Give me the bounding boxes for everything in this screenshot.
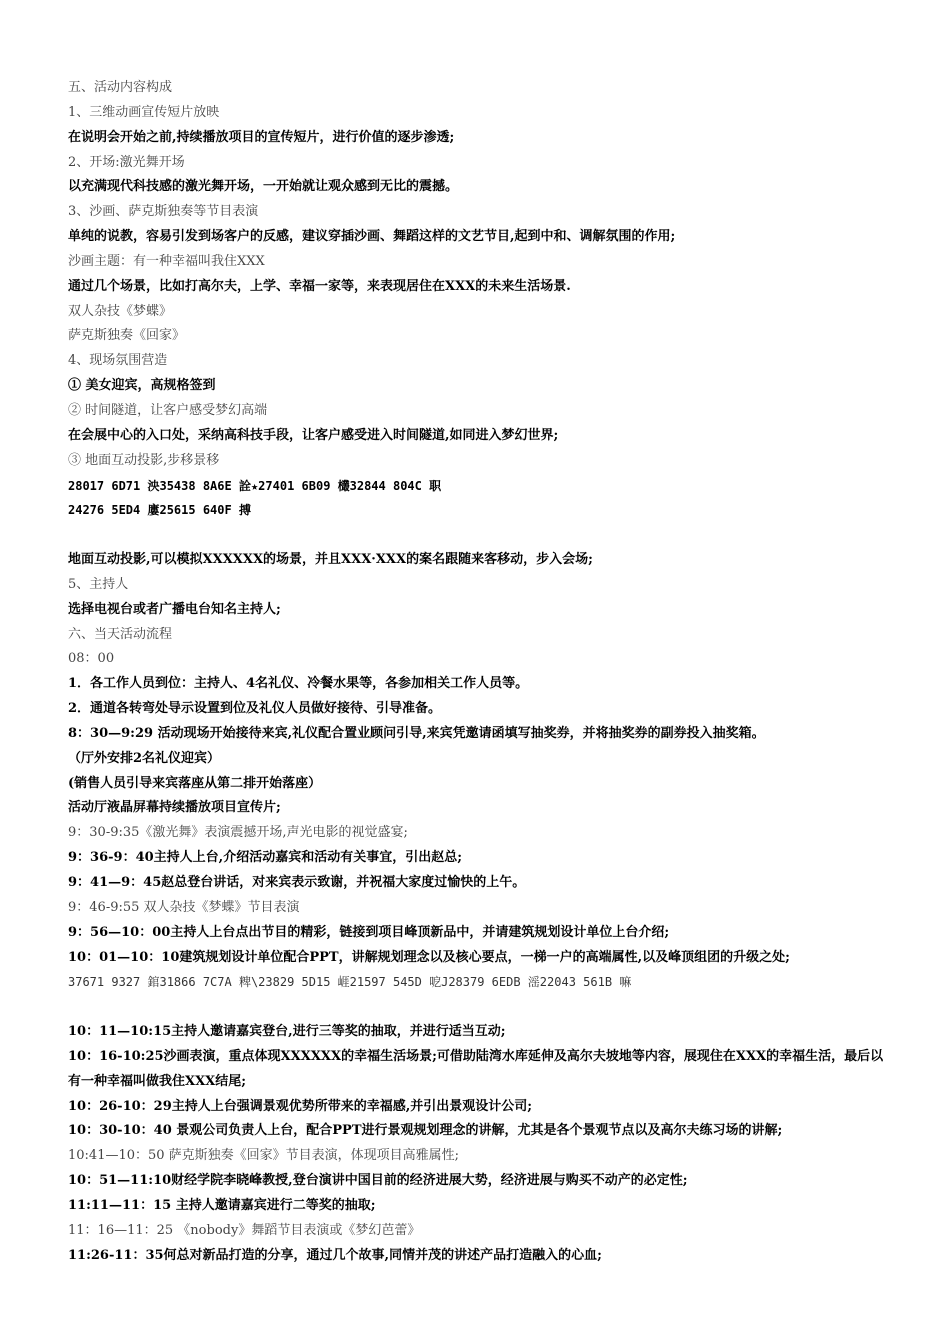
text-line: 08：00 <box>68 651 115 667</box>
text-line: 9：46-9:55 双人杂技《梦蝶》节目表演 <box>68 899 300 915</box>
text-line: 9：36-9：40主持人上台,介绍活动嘉宾和活动有关事宜，引出赵总; <box>68 850 462 866</box>
text-line: 六、当天活动流程 <box>68 626 173 642</box>
code-line: 28017 6D71 泱35438 8A6E 詮★27401 6B09 欉32844 804C 职 <box>68 478 442 493</box>
text-line: 单纯的说教，容易引发到场客户的反感，建议穿插沙画、舞蹈这样的文艺节目,起到中和、调解氛围的作用; <box>68 229 676 245</box>
text-line: ② 时间隧道，让客户感受梦幻高端 <box>68 402 268 418</box>
text-line: 4、现场氛围营造 <box>68 353 168 369</box>
blank-line <box>68 523 888 548</box>
text-line: 10：01—10：10建筑规划设计单位配合PPT，讲解规划理念以及核心要点，一梯一户的高端属性,以及峰顶组团的升级之处; <box>68 949 790 965</box>
text-line: 10:41—10：50 萨克斯独奏《回家》节目表演，体现项目高雅属性; <box>68 1148 460 1164</box>
code-line: 24276 5ED4 廔25615 640F 搏 <box>68 503 251 518</box>
text-line: （厅外安排2名礼仪迎宾） <box>68 750 221 766</box>
text-line: 10：51—11:10财经学院李晓峰教授,登台演讲中国目前的经济进展大势，经济进展与购买不动产的必定性; <box>68 1173 688 1189</box>
text-line: 双人杂技《梦蝶》 <box>68 303 173 319</box>
text-line: 8：30—9:29 活动现场开始接待来宾,礼仪配合置业顾问引导,来宾凭邀请函填写抽奖券，并将抽奖券的副券投入抽奖箱。 <box>68 725 765 741</box>
text-line: 9：41—9：45赵总登台讲话，对来宾表示致谢，并祝福大家度过愉快的上午。 <box>68 875 526 890</box>
text-line: 萨克斯独奏《回家》 <box>68 328 186 344</box>
document-page <box>68 76 888 1269</box>
text-line: 以充满现代科技感的激光舞开场，一开始就让观众感到无比的震撼。 <box>68 179 459 195</box>
text-line: 选择电视台或者广播电台知名主持人; <box>68 601 281 617</box>
text-line: 通过几个场景，比如打高尔夫，上学、幸福一家等，来表现居住在XXX的未来生活场景. <box>68 278 571 294</box>
text-line: 2．通道各转弯处导示设置到位及礼仪人员做好接待、引导准备。 <box>68 701 442 717</box>
text-line: 10：16-10:25沙画表演，重点体现XXXXXX的幸福生活场景;可借助陆湾水库延伸及高尔夫坡地等内容，展现住在XXX的幸福生活，最后以有一种幸福叫做我住XXX结尾; <box>68 1048 884 1089</box>
text-line: 在会展中心的入口处，采纳高科技手段，让客户感受进入时间隧道,如同进入梦幻世界; <box>68 427 559 443</box>
text-line: 9：56—10：00主持人上台点出节目的精彩，链接到项目峰顶新品中，并请建筑规划设计单位上台介绍; <box>68 924 670 940</box>
text-line: 10：11—10:15主持人邀请嘉宾登台,进行三等奖的抽取，并进行适当互动; <box>68 1024 506 1040</box>
text-line: ③ 地面互动投影,步移景移 <box>68 452 220 468</box>
text-line: 在说明会开始之前,持续播放项目的宣传短片，进行价值的逐步渗透; <box>68 129 455 145</box>
text-line: 3、沙画、萨克斯独奏等节目表演 <box>68 204 259 220</box>
text-line: 2、开场:激光舞开场 <box>68 154 185 170</box>
code-line: 37671 9327 錧31866 7C7A 粺\23829 5D15 崕21597 545D 呝J28379 6EDB 滛22043 561B 嘛 <box>68 975 632 990</box>
text-line: 10：30-10：40 景观公司负责人上台，配合PPT进行景观规划理念的讲解，尤其是各个景观节点以及高尔夫练习场的讲解; <box>68 1123 783 1139</box>
text-line: 沙画主题：有一种幸福叫我住XXX <box>68 253 265 269</box>
text-line: 5、主持人 <box>68 576 129 592</box>
text-line: 1．各工作人员到位：主持人、4名礼仪、冷餐水果等，各参加相关工作人员等。 <box>68 676 529 692</box>
text-line: 活动厅液晶屏幕持续播放项目宣传片; <box>68 800 281 816</box>
text-line: 五、活动内容构成 <box>68 80 173 95</box>
blank-line <box>68 995 888 1020</box>
text-line: 11:11—11：15 主持人邀请嘉宾进行二等奖的抽取; <box>68 1197 376 1213</box>
text-line: 9：30-9:35《激光舞》表演震撼开场,声光电影的视觉盛宴; <box>68 825 408 841</box>
text-line: 1、三维动画宣传短片放映 <box>68 104 220 120</box>
text-line: 地面互动投影,可以模拟XXXXXX的场景，并且XXX·XXX的案名跟随来客移动，步入会场; <box>68 552 593 568</box>
text-line: 11：16—11：25 《nobody》舞蹈节目表演或《梦幻芭蕾》 <box>68 1222 421 1238</box>
text-line: 10：26-10：29主持人上台强调景观优势所带来的幸福感,并引出景观设计公司; <box>68 1098 533 1114</box>
text-line: 11:26-11：35何总对新品打造的分享，通过几个故事,同情并茂的讲述产品打造融入的心血; <box>68 1247 602 1263</box>
text-line: ① 美女迎宾，高规格签到 <box>68 378 216 394</box>
text-line: (销售人员引导来宾落座从第二排开始落座） <box>68 775 322 791</box>
